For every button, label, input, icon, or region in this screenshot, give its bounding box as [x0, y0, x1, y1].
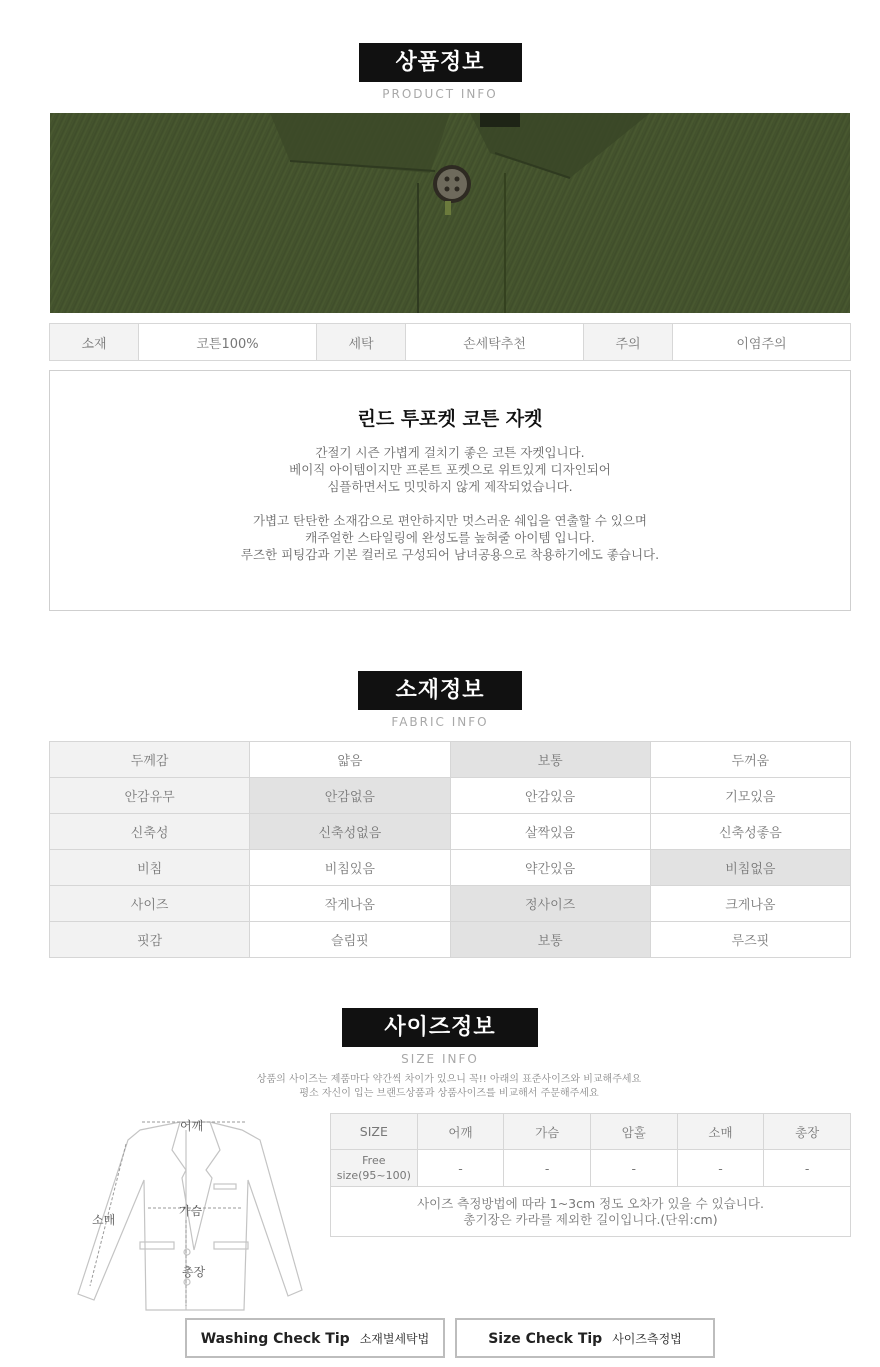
size-value: - — [590, 1150, 677, 1187]
fabric-option: 두꺼움 — [650, 742, 850, 778]
spec-label: 주의 — [584, 324, 673, 361]
size-label-line: size(95~100) — [336, 1169, 411, 1182]
table-note-row — [331, 1187, 851, 1237]
fabric-option: 작게나옴 — [250, 886, 450, 922]
description-line: 캐주얼한 스타일링에 완성도를 높혀줄 아이템 입니다. — [305, 530, 595, 545]
washing-check-tip-button[interactable] — [185, 1318, 445, 1358]
table-row — [50, 814, 851, 850]
section-title: 상품정보 — [359, 43, 522, 82]
product-name: 린드 투포켓 코튼 자켓 — [357, 408, 543, 430]
table-row — [50, 922, 851, 958]
size-value: - — [764, 1150, 851, 1187]
size-notice — [0, 1073, 880, 1101]
fabric-label: 안감유무 — [50, 778, 250, 814]
fabric-option-selected: 정사이즈 — [450, 886, 650, 922]
size-info-heading — [0, 1008, 880, 1066]
fabric-option: 얇음 — [250, 742, 450, 778]
tip-text: 소재별세탁법 — [359, 1332, 430, 1346]
column-header: SIZE — [331, 1114, 418, 1150]
product-photo — [50, 113, 850, 313]
fabric-option: 안감있음 — [450, 778, 650, 814]
section-title: 사이즈정보 — [342, 1008, 538, 1047]
spec-value: 손세탁추천 — [406, 324, 584, 361]
spec-strip — [49, 323, 851, 361]
table-row — [50, 778, 851, 814]
column-header: 암홀 — [590, 1114, 677, 1150]
column-header: 소매 — [677, 1114, 764, 1150]
description-line: 심플하면서도 밋밋하지 않게 제작되었습니다. — [327, 479, 573, 494]
size-label-line: Free — [362, 1154, 386, 1167]
diagram-label-sleeve: 소매 — [92, 1213, 116, 1227]
table-row — [50, 850, 851, 886]
diagram-label-length: 총장 — [182, 1265, 206, 1279]
notice-line: 평소 자신이 입는 브랜드상품과 상품사이즈를 비교해서 주문해주세요 — [299, 1088, 599, 1099]
fabric-option: 살짝있음 — [450, 814, 650, 850]
section-subtitle: FABRIC INFO — [391, 715, 489, 729]
note-line: 총기장은 카라를 제외한 길이입니다.(단위:cm) — [463, 1211, 718, 1227]
description-line: 간절기 시즌 가볍게 걸치기 좋은 코튼 자켓입니다. — [315, 445, 585, 460]
fabric-table — [49, 741, 851, 958]
fabric-option-selected: 신축성없음 — [250, 814, 450, 850]
table-header-row — [331, 1114, 851, 1150]
description-line: 베이직 아이템이지만 프론트 포켓으로 위트있게 디자인되어 — [289, 462, 611, 477]
note-line: 사이즈 측정방법에 따라 1~3cm 정도 오차가 있을 수 있습니다. — [417, 1195, 764, 1211]
size-value: - — [417, 1150, 504, 1187]
spec-value: 코튼100% — [139, 324, 317, 361]
tip-text: 사이즈측정법 — [612, 1332, 682, 1346]
fabric-option: 비침있음 — [250, 850, 450, 886]
fabric-option: 기모있음 — [650, 778, 850, 814]
fabric-label: 사이즈 — [50, 886, 250, 922]
size-label — [331, 1150, 418, 1187]
size-check-tip-button[interactable] — [455, 1318, 715, 1358]
fabric-option-selected: 보통 — [450, 742, 650, 778]
notice-line: 상품의 사이즈는 제품마다 약간씩 차이가 있으니 꼭!! 아래의 표준사이즈와 비교해주세요 — [256, 1074, 642, 1085]
fabric-label: 핏감 — [50, 922, 250, 958]
fabric-option: 크게나옴 — [650, 886, 850, 922]
tip-title: Size Check Tip — [488, 1331, 603, 1347]
jacket-collar-image — [50, 113, 850, 313]
size-table — [330, 1113, 851, 1237]
section-subtitle: SIZE INFO — [401, 1052, 479, 1066]
product-description — [49, 370, 851, 611]
fabric-option-selected: 안감없음 — [250, 778, 450, 814]
fabric-option: 루즈핏 — [650, 922, 850, 958]
column-header: 총장 — [764, 1114, 851, 1150]
fabric-option: 신축성좋음 — [650, 814, 850, 850]
table-row — [331, 1150, 851, 1187]
table-row — [50, 742, 851, 778]
fabric-option: 약간있음 — [450, 850, 650, 886]
spec-value: 이염주의 — [673, 324, 851, 361]
table-row — [50, 886, 851, 922]
spec-label: 세탁 — [317, 324, 406, 361]
section-subtitle: PRODUCT INFO — [382, 87, 498, 101]
size-value: - — [504, 1150, 591, 1187]
diagram-label-chest: 가슴 — [179, 1204, 203, 1218]
size-value: - — [677, 1150, 764, 1187]
fabric-label: 비침 — [50, 850, 250, 886]
diagram-label-shoulder: 어깨 — [180, 1119, 204, 1133]
fabric-option-selected: 비침없음 — [650, 850, 850, 886]
tip-title: Washing Check Tip — [200, 1331, 350, 1347]
fabric-option: 슬림핏 — [250, 922, 450, 958]
spec-label: 소재 — [50, 324, 139, 361]
fabric-label: 신축성 — [50, 814, 250, 850]
size-note-cell — [331, 1187, 851, 1237]
product-info-heading — [0, 43, 880, 101]
description-line: 가볍고 탄탄한 소재감으로 편안하지만 멋스러운 쉐입을 연출할 수 있으며 — [252, 513, 648, 528]
description-line: 루즈한 피팅감과 기본 컬러로 구성되어 남녀공용으로 착용하기에도 좋습니다. — [240, 547, 660, 562]
column-header: 어깨 — [417, 1114, 504, 1150]
fabric-label: 두께감 — [50, 742, 250, 778]
fabric-info-heading — [0, 671, 880, 729]
column-header: 가슴 — [504, 1114, 591, 1150]
section-title: 소재정보 — [358, 671, 522, 710]
fabric-option-selected: 보통 — [450, 922, 650, 958]
